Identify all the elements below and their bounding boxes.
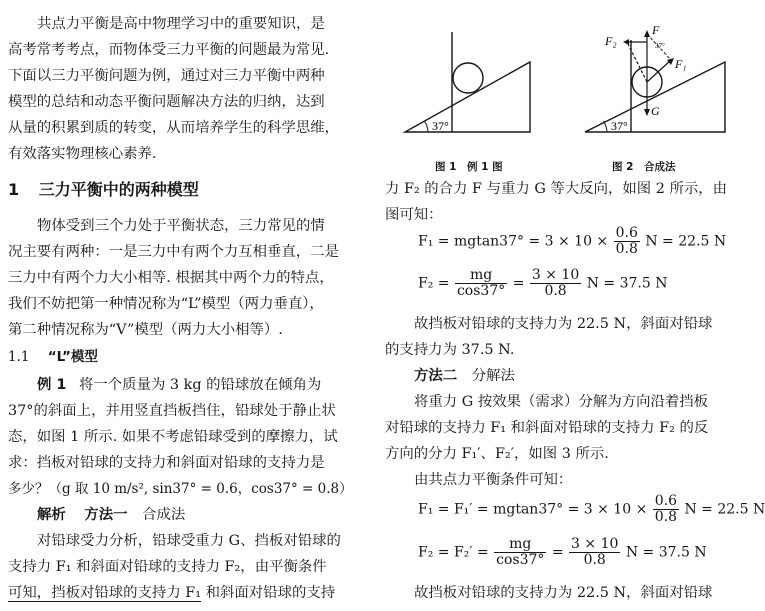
para1-line-4: 我们不妨把第一种情况称为“L”模型（两力垂直）， <box>8 296 324 312</box>
eq2-fraction-1 <box>455 268 507 299</box>
lead-ball <box>453 63 483 93</box>
method1-label: 方法一 <box>84 507 128 523</box>
figure-1-caption: 图 1 例 1 图 <box>435 161 503 173</box>
figure-1 <box>400 20 560 150</box>
method2-label: 方法二 <box>414 368 458 384</box>
solution-line-1: 对铅球受力分析，铅球受重力 G、挡板对铅球的 <box>37 533 341 549</box>
method2-line-1: 将重力 G 按效果（需求）分解为方向沿着挡板 <box>414 394 709 410</box>
incline-triangle-2 <box>585 62 725 132</box>
example-line-4: 求：挡板对铅球的支持力和斜面对铅球的支持力是 <box>8 455 325 471</box>
label-G: G <box>651 104 660 118</box>
subsection-number: 1.1 <box>8 349 30 365</box>
arrowhead-G <box>644 109 650 116</box>
incline-triangle <box>405 62 530 132</box>
conclusion-2: 故挡板对铅球的支持力为 22.5 N，斜面对铅球 <box>414 585 713 601</box>
eq4-num1: mg <box>509 536 532 552</box>
fig2-angle-label: 37° <box>611 119 628 133</box>
eq2-num2: 3 × 10 <box>531 267 580 283</box>
eq1-den: 0.8 <box>615 241 638 257</box>
eq2-fraction-2 <box>530 268 581 299</box>
label-37-small: 37° <box>655 42 665 50</box>
solution-text-3b: 挡板对铅球的支持力 F₁ <box>51 585 202 601</box>
eq2-num1: mg <box>469 267 493 283</box>
figure-2 <box>575 20 745 150</box>
section-heading <box>8 180 199 200</box>
analysis-heading <box>37 505 185 525</box>
subsection-heading <box>8 347 98 367</box>
figure-2-caption: 图 2 合成法 <box>612 161 676 173</box>
eq2-equals: = <box>512 275 525 292</box>
para1-line-5: 第二种情况称为“V”模型（两力大小相等）. <box>8 322 283 338</box>
equation-2 <box>418 268 667 299</box>
eq3-rhs: N = 22.5 N <box>684 501 765 518</box>
eq4-fraction-2 <box>569 537 620 568</box>
arrowhead-F2 <box>623 39 629 45</box>
intro-line-3: 下面以三力平衡问题为例，通过对三力平衡中两种 <box>8 68 325 84</box>
example-line-3: 态，如图 1 所示. 如果不考虑铅球受到的摩擦力，试 <box>8 429 338 445</box>
analysis-label: 解析 <box>37 507 66 523</box>
label-F: F <box>652 23 660 37</box>
section-title: 三力平衡中的两种模型 <box>38 180 199 199</box>
eq4-den2: 0.8 <box>569 552 620 568</box>
solution-line-3 <box>8 583 335 603</box>
eq4-equals: = <box>551 544 564 561</box>
eq4-rhs: N = 37.5 N <box>625 544 707 561</box>
label-F1: F₁ <box>675 57 687 71</box>
intro-line-6: 有效落实物理核心素养. <box>8 146 157 162</box>
eq3-lhs: F₁ = F₁′ = mgtan37° = 3 × 10 × <box>418 501 648 518</box>
equation-4 <box>418 537 707 568</box>
solution-text-3a: 可知， <box>8 585 52 601</box>
eq4-den1: cos37° <box>496 552 545 568</box>
method2-line-2: 对铅球的支持力 F₁ 和斜面对铅球的支持力 F₂ 的反 <box>385 420 709 436</box>
method1-name: 合成法 <box>142 507 186 523</box>
eq1-num: 0.6 <box>615 225 638 241</box>
angle-arc <box>425 121 429 132</box>
section-number: 1 <box>8 180 20 199</box>
intro-line-2: 高考常考考点，而物体受三力平衡的问题最为常见. <box>8 42 330 58</box>
eq2-lhs: F₂ = <box>418 275 450 292</box>
eq4-fraction-1 <box>494 537 546 568</box>
example-line-1 <box>37 375 321 395</box>
eq4-num2: 3 × 10 <box>571 536 619 552</box>
solution-text-3c: 和斜面对铅球的支持 <box>201 585 336 601</box>
eq1-lhs: F₁ = mgtan37° = 3 × 10 × <box>418 233 609 250</box>
equation-1 <box>418 226 726 257</box>
example-text-1: 将一个质量为 3 kg 的铅球放在倾角为 <box>79 377 322 393</box>
eq1-fraction <box>614 226 640 257</box>
arrow-F1 <box>647 60 671 82</box>
para1-line-2: 况主要有两种：一是三力中有两个力互相垂直，二是 <box>8 244 339 260</box>
equation-3 <box>418 494 765 525</box>
intro-line-5: 从量的积累到质的转变，从而培养学生的科学思维， <box>8 120 339 136</box>
arrowhead-F1 <box>667 58 674 65</box>
eq3-num: 0.6 <box>654 493 678 509</box>
conclusion-1a: 故挡板对铅球的支持力为 22.5 N，斜面对铅球 <box>414 316 713 332</box>
method2-heading <box>414 366 515 386</box>
eq3-den: 0.8 <box>654 509 678 525</box>
example-given: 多少？（g 取 10 m/s², sin37° = 0.6，cos37° = 0.8） <box>8 481 353 497</box>
example-label: 例 1 <box>37 377 67 393</box>
right-cont-1: 力 F₂ 的合力 F 与重力 G 等大反向，如图 2 所示，由 <box>385 181 728 197</box>
method2-condition: 由共点力平衡条件可知： <box>414 472 573 488</box>
conclusion-1b: 的支持力为 37.5 N. <box>385 342 515 358</box>
label-F2: F₂ <box>605 34 617 48</box>
example-line-2: 37°的斜面上，并用竖直挡板挡住，铅球处于静止状 <box>8 403 336 419</box>
para1-line-3: 三力中有两个力大小相等. 根据其中两个力的特点， <box>8 270 334 286</box>
eq4-lhs: F₂ = F₂′ = <box>418 544 489 561</box>
subsection-title: “L”模型 <box>47 349 98 365</box>
para1-line-1: 物体受到三个力处于平衡状态，三力常见的情 <box>37 218 325 234</box>
eq3-fraction <box>653 494 679 525</box>
intro-line-4: 模型的总结和动态平衡问题解决方法的归纳，达到 <box>8 94 325 110</box>
eq2-rhs: N = 37.5 N <box>586 275 668 292</box>
intro-line-1: 共点力平衡是高中物理学习中的重要知识，是 <box>37 16 325 32</box>
eq2-den1: cos37° <box>456 283 506 299</box>
solution-line-2: 支持力 F₁ 和斜面对铅球的支持力 F₂，由平衡条件 <box>8 559 327 575</box>
eq2-den2: 0.8 <box>530 283 581 299</box>
eq1-rhs: N = 22.5 N <box>645 233 727 250</box>
fig1-angle-label: 37° <box>432 119 449 133</box>
method2-name: 分解法 <box>471 368 515 384</box>
right-cont-2: 图可知： <box>385 207 443 223</box>
arrow-F2 <box>627 42 647 82</box>
method2-line-3: 方向的分力 F₁′、F₂′，如图 3 所示. <box>385 446 609 462</box>
